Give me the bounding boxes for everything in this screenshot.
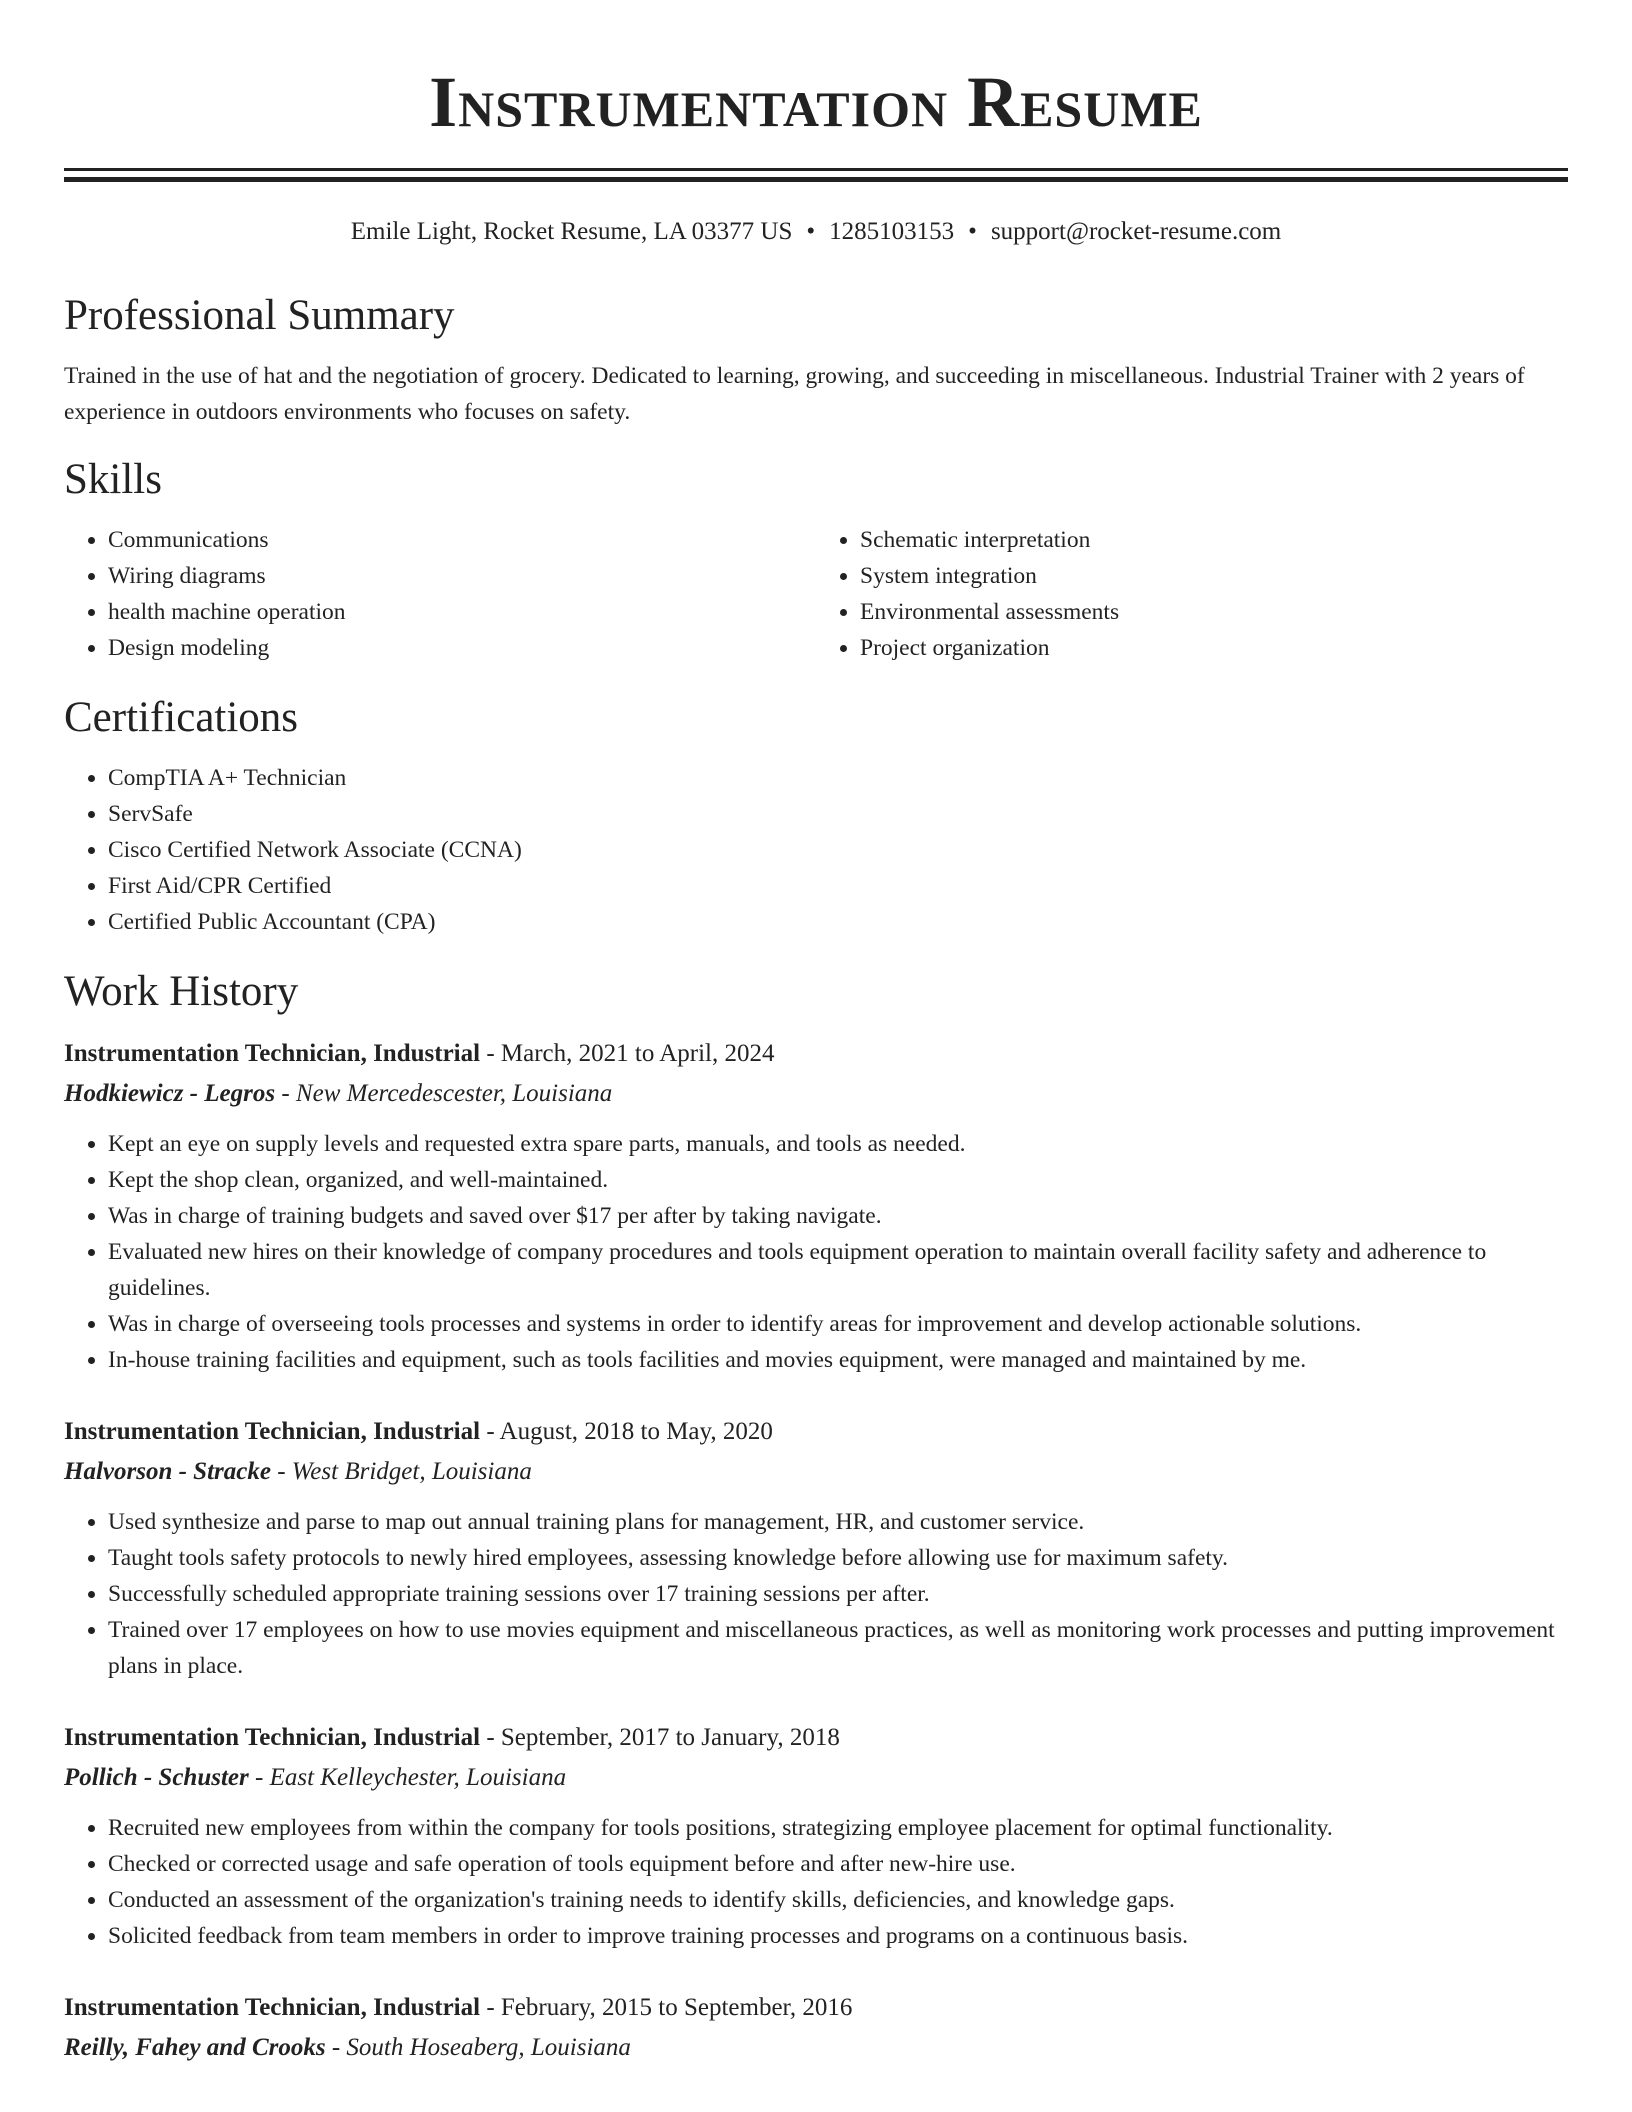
job-location: South Hoseaberg, Louisiana	[346, 2034, 631, 2061]
job-company: Pollich - Schuster	[64, 1764, 249, 1791]
bullet-separator: •	[968, 218, 977, 245]
job-employer	[64, 1452, 1568, 1492]
page-title: Instrumentation Resume	[429, 62, 1203, 142]
job-duty: • Checked or corrected usage and safe operation of tools equipment before and after new-hire use.	[108, 1846, 1568, 1882]
skills-heading: Skills	[64, 456, 162, 503]
job-title: Instrumentation Technician, Industrial	[64, 1040, 481, 1067]
skill-item: • Design modeling	[108, 630, 816, 666]
job-employer	[64, 1074, 1568, 1114]
summary-text: Trained in the use of hat and the negotiation of grocery. Dedicated to learning, growing, and succeeding in miscellaneous. Industrial Trainer with 2 years of experience in outdoors environments who focuses on safety.	[64, 363, 1525, 425]
skills-column-left	[64, 522, 816, 666]
job-company: Reilly, Fahey and Crooks	[64, 2034, 326, 2061]
job-employer	[64, 2028, 1568, 2068]
skill-item: • Communications	[108, 522, 816, 558]
certification-item: • First Aid/CPR Certified	[108, 868, 1568, 904]
job-duty: • Evaluated new hires on their knowledge of company procedures and tools equipment operation to maintain overall facility safety and adherence to guidelines.	[108, 1234, 1568, 1306]
skill-item: • Environmental assessments	[860, 594, 1568, 630]
job-duty: • Trained over 17 employees on how to use movies equipment and miscellaneous practices, as well as monitoring work processes and putting improvement plans in place.	[108, 1612, 1568, 1684]
certification-item: • ServSafe	[108, 796, 1568, 832]
job-duties-list	[64, 1504, 1568, 1684]
job-company: Halvorson - Stracke	[64, 1458, 271, 1485]
skill-item: • Wiring diagrams	[108, 558, 816, 594]
job-entry	[64, 1718, 1568, 1954]
job-dash: -	[275, 1080, 296, 1107]
title-divider-top	[64, 168, 1568, 171]
job-dates: March, 2021 to April, 2024	[500, 1040, 775, 1067]
job-duty: • Kept an eye on supply levels and requested extra spare parts, manuals, and tools as needed.	[108, 1126, 1568, 1162]
bullet-separator: •	[806, 218, 816, 245]
skill-item: • health machine operation	[108, 594, 816, 630]
resume-page	[64, 0, 1568, 2068]
job-title: Instrumentation Technician, Industrial	[64, 1418, 481, 1445]
certification-item: • Cisco Certified Network Associate (CCNA)	[108, 832, 1568, 868]
job-duties-list	[64, 1810, 1568, 1954]
job-header	[64, 1412, 1568, 1452]
summary-heading: Professional Summary	[64, 292, 455, 339]
title-divider-bottom	[64, 177, 1568, 182]
job-location: New Mercedescester, Louisiana	[295, 1080, 613, 1107]
job-dash: -	[480, 1418, 500, 1445]
job-dash: -	[480, 1040, 501, 1067]
job-dash: -	[270, 1458, 292, 1485]
job-duty: • Taught tools safety protocols to newly hired employees, assessing knowledge before allowing use for maximum safety.	[108, 1540, 1568, 1576]
job-header	[64, 1988, 1568, 2028]
job-location: West Bridget, Louisiana	[291, 1458, 532, 1485]
certifications-heading: Certifications	[64, 694, 299, 741]
certifications-list	[64, 760, 1568, 940]
job-entry	[64, 1034, 1568, 1378]
job-dates: September, 2017 to January, 2018	[500, 1724, 840, 1751]
skill-item: • Project organization	[860, 630, 1568, 666]
job-dash: -	[325, 2034, 347, 2061]
skills-column-right	[816, 522, 1568, 666]
job-title: Instrumentation Technician, Industrial	[64, 1724, 481, 1751]
contact-address: Emile Light, Rocket Resume, LA 03377 US	[350, 218, 793, 245]
contact-email: support@rocket-resume.com	[990, 218, 1282, 245]
job-title: Instrumentation Technician, Industrial	[64, 1994, 481, 2021]
job-duty: • In-house training facilities and equipment, such as tools facilities and movies equipment, were managed and maintained by me.	[108, 1342, 1568, 1378]
job-dash: -	[248, 1764, 270, 1791]
job-duty: • Recruited new employees from within the company for tools positions, strategizing employee placement for optimal functionality.	[108, 1810, 1568, 1846]
job-duty: • Kept the shop clean, organized, and well-maintained.	[108, 1162, 1568, 1198]
job-duty: • Solicited feedback from team members in order to improve training processes and programs on a continuous basis.	[108, 1918, 1568, 1954]
job-employer	[64, 1758, 1568, 1798]
job-header	[64, 1034, 1568, 1074]
job-location: East Kelleychester, Louisiana	[269, 1764, 567, 1791]
skill-item: • Schematic interpretation	[860, 522, 1568, 558]
job-entry	[64, 1988, 1568, 2068]
job-company: Hodkiewicz - Legros	[64, 1080, 276, 1107]
job-duties-list	[64, 1126, 1568, 1378]
job-duty: • Was in charge of training budgets and saved over $17 per after by taking navigate.	[108, 1198, 1568, 1234]
certification-item: • CompTIA A+ Technician	[108, 760, 1568, 796]
skills-list	[64, 522, 1568, 666]
job-duty: • Successfully scheduled appropriate training sessions over 17 training sessions per after.	[108, 1576, 1568, 1612]
work-history-heading: Work History	[64, 968, 299, 1015]
contact-line	[64, 216, 1568, 248]
job-dates: August, 2018 to May, 2020	[499, 1418, 773, 1445]
job-header	[64, 1718, 1568, 1758]
contact-phone: 1285103153	[829, 218, 955, 245]
skill-item: • System integration	[860, 558, 1568, 594]
job-duty: • Used synthesize and parse to map out annual training plans for management, HR, and customer service.	[108, 1504, 1568, 1540]
job-duty: • Conducted an assessment of the organization's training needs to identify skills, deficiencies, and knowledge gaps.	[108, 1882, 1568, 1918]
job-dash: -	[480, 1724, 501, 1751]
certification-item: • Certified Public Accountant (CPA)	[108, 904, 1568, 940]
job-dash: -	[480, 1994, 501, 2021]
job-entry	[64, 1412, 1568, 1684]
job-duty: • Was in charge of overseeing tools processes and systems in order to identify areas for improvement and develop actionable solutions.	[108, 1306, 1568, 1342]
job-dates: February, 2015 to September, 2016	[500, 1994, 853, 2021]
